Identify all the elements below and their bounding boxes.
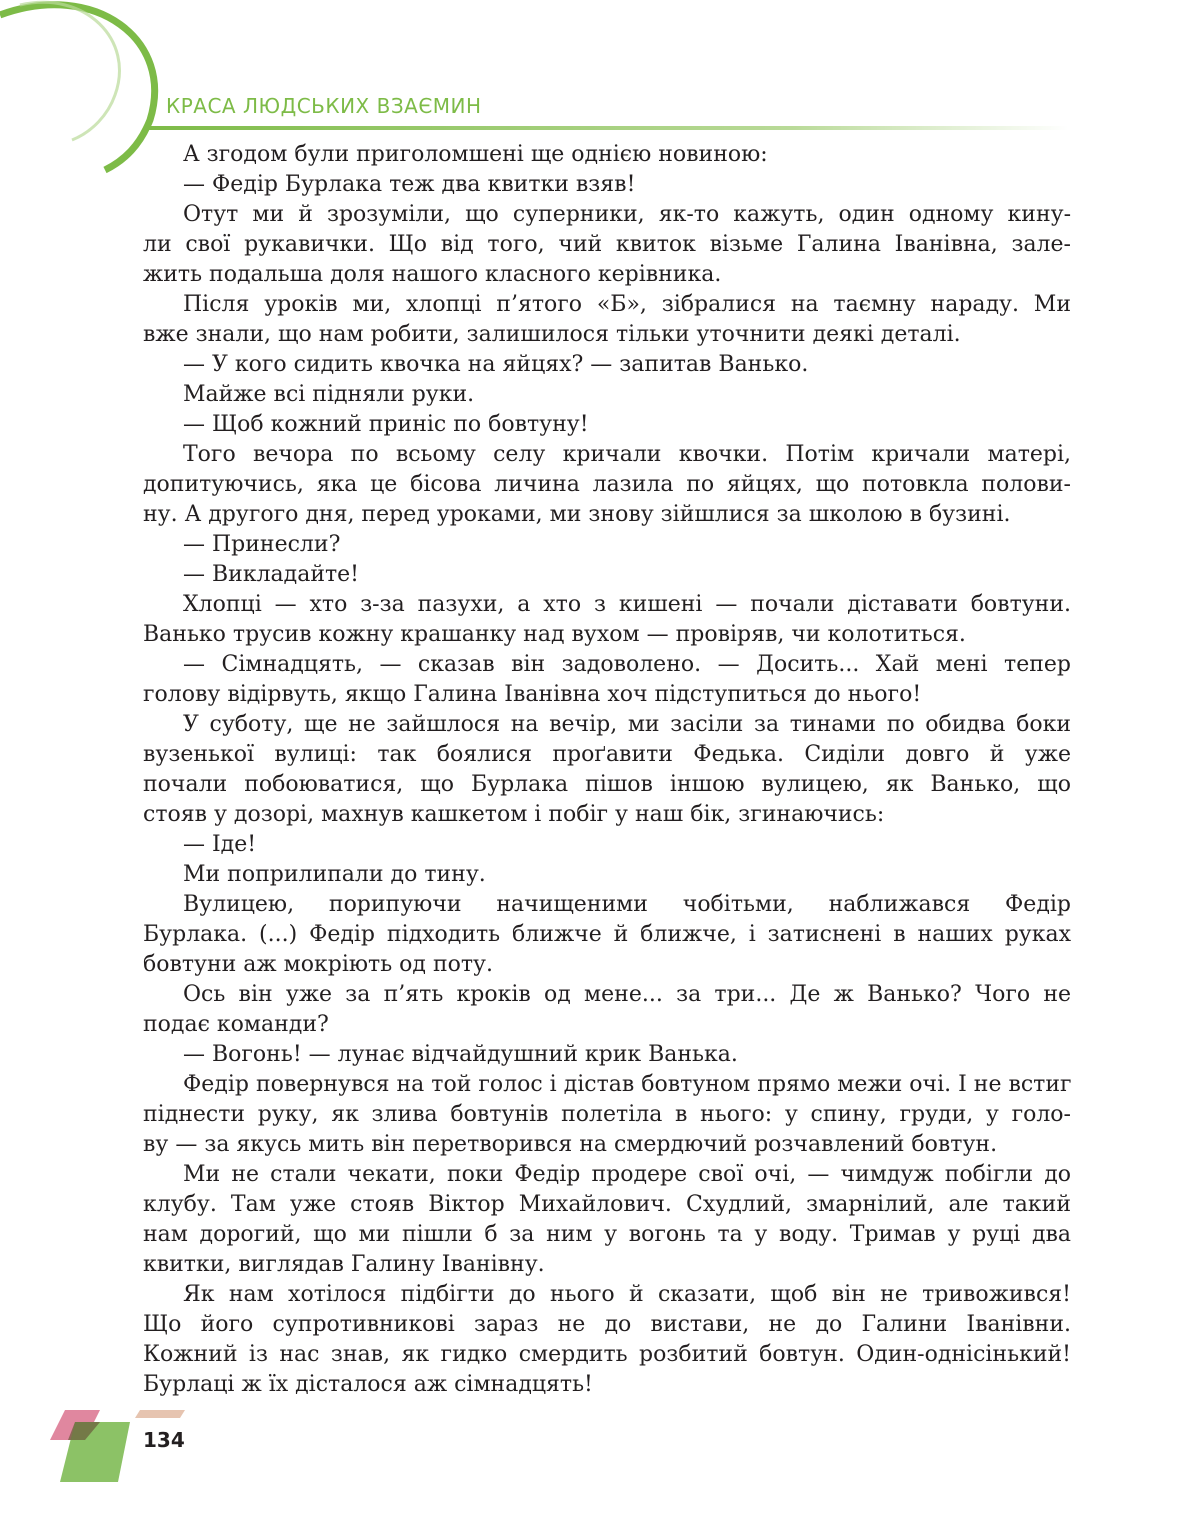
text-line: піднести руку, як злива бовтунів полетіла в нього: у спину, груди, у голо- xyxy=(143,1102,1071,1127)
text-line: вже знали, що нам робити, залишилося тільки уточнити деякі деталі. xyxy=(143,322,961,347)
text-line: — Федір Бурлака теж два квитки взяв! xyxy=(183,172,636,197)
paragraph xyxy=(143,590,1071,650)
text-line: ву — за якусь мить він перетворився на смердючий розчавлений бовтун. xyxy=(143,1132,998,1157)
text-line: Як нам хотілося підбігти до нього й сказати, щоб він не тривожився! xyxy=(183,1282,1071,1307)
paragraph xyxy=(143,710,1071,830)
paragraph xyxy=(143,1280,1071,1400)
text-line: Бурлаці ж їх дісталося аж сімнадцять! xyxy=(143,1372,593,1397)
text-line: — Вогонь! — лунає відчайдушний крик Ванька. xyxy=(183,1042,738,1067)
paragraph xyxy=(143,1160,1071,1280)
text-line: допитуючись, яка це бісова личина лазила по яйцях, що потовкла полови- xyxy=(143,472,1071,497)
text-line: Ми не стали чекати, поки Федір продере свої очі, — чимдуж побігли до xyxy=(183,1162,1071,1187)
paragraph xyxy=(143,650,1071,710)
text-line: — Викладайте! xyxy=(183,562,360,587)
story-text xyxy=(143,140,1071,1400)
text-line: подає команди? xyxy=(143,1012,329,1037)
text-line: Ми поприлипали до тину. xyxy=(183,862,486,887)
text-line: почали побоюватися, що Бурлака пішов іншою вулицею, як Ванько, що xyxy=(143,772,1071,797)
text-line: Хлопці — хто з-за пазухи, а хто з кишені — почали діставати бовтуни. xyxy=(183,592,1071,617)
text-line: Майже всі підняли руки. xyxy=(183,382,475,407)
text-line: У суботу, ще не зайшлося на вечір, ми засіли за тинами по обидва боки xyxy=(183,712,1071,737)
text-line: Отут ми й зрозуміли, що суперники, як-то кажуть, один одному кину- xyxy=(183,202,1071,227)
header-arc-inner xyxy=(20,2,119,140)
text-line: — Сімнадцять, — сказав він задоволено. — Досить... Хай мені тепер xyxy=(183,652,1071,677)
text-line: — Щоб кожний приніс по бовтуну! xyxy=(183,412,589,437)
paragraph xyxy=(143,860,1071,890)
text-line: клубу. Там уже стояв Віктор Михайлович. Схудлий, змарнілий, але такий xyxy=(143,1192,1071,1217)
paragraph xyxy=(143,530,1071,560)
text-line: ну. А другого дня, перед уроками, ми знову зійшлися за школою в бузині. xyxy=(143,502,1011,527)
text-line: стояв у дозорі, махнув кашкетом і побіг у наш бік, згинаючись: xyxy=(143,802,885,827)
text-line: Вулицею, порипуючи начищеними чобітьми, наближався Федір xyxy=(183,892,1071,917)
header-rule xyxy=(148,126,1068,130)
text-line: — У кого сидить квочка на яйцях? — запитав Ванько. xyxy=(183,352,809,377)
text-line: — Принесли? xyxy=(183,532,341,557)
footer-beige-bar xyxy=(135,1410,185,1418)
paragraph xyxy=(143,560,1071,590)
text-line: квитки, виглядав Галину Іванівну. xyxy=(143,1252,545,1277)
paragraph xyxy=(143,1070,1071,1160)
text-line: — Іде! xyxy=(183,832,257,857)
text-line: А згодом були приголомшені ще однією новиною: xyxy=(183,142,768,167)
text-line: вузенької вулиці: так боялися проґавити Федька. Сиділи довго й уже xyxy=(143,742,1071,767)
paragraph xyxy=(143,410,1071,440)
paragraph xyxy=(143,890,1071,980)
paragraph xyxy=(143,980,1071,1040)
paragraph xyxy=(143,350,1071,380)
page-number: 134 xyxy=(143,1428,185,1452)
text-line: Ванько трусив кожну крашанку над вухом — провіряв, чи колотиться. xyxy=(143,622,966,647)
text-line: Ось він уже за п’ять кроків од мене... за три... Де ж Ванько? Чого не xyxy=(183,982,1071,1007)
text-line: голову відірвуть, якщо Галина Іванівна хоч підступиться до нього! xyxy=(143,682,922,707)
text-line: Федір повернувся на той голос і дістав бовтуном прямо межи очі. І не встиг xyxy=(183,1072,1072,1097)
text-line: Бурлака. (...) Федір підходить ближче й ближче, і затиснені в наших руках xyxy=(143,922,1071,947)
text-line: Після уроків ми, хлопці п’ятого «Б», зібралися на таємну нараду. Ми xyxy=(183,292,1071,317)
text-line: Що його супротивникові зараз не до вистави, не до Галини Іванівни. xyxy=(143,1312,1071,1337)
paragraph xyxy=(143,170,1071,200)
paragraph xyxy=(143,1040,1071,1070)
text-line: Того вечора по всьому селу кричали квочки. Потім кричали матері, xyxy=(183,442,1071,467)
paragraph xyxy=(143,830,1071,860)
paragraph xyxy=(143,140,1071,170)
paragraph xyxy=(143,440,1071,530)
paragraph xyxy=(143,200,1071,290)
text-line: нам дорогий, що ми пішли б за ним у вогонь та у воду. Тримав у руці два xyxy=(143,1222,1071,1247)
paragraph xyxy=(143,290,1071,350)
text-line: бовтуни аж мокріють од поту. xyxy=(143,952,493,977)
text-line: жить подальша доля нашого класного керівника. xyxy=(143,262,722,287)
text-line: ли свої рукавички. Що від того, чий квиток візьме Галина Іванівна, зале- xyxy=(143,232,1071,257)
text-line: Кожний із нас знав, як гидко смердить розбитий бовтун. Один-однісінький! xyxy=(143,1342,1071,1367)
header-arc-outer xyxy=(0,5,155,170)
paragraph xyxy=(143,380,1071,410)
section-title: КРАСА ЛЮДСЬКИХ ВЗАЄМИН xyxy=(166,94,482,118)
